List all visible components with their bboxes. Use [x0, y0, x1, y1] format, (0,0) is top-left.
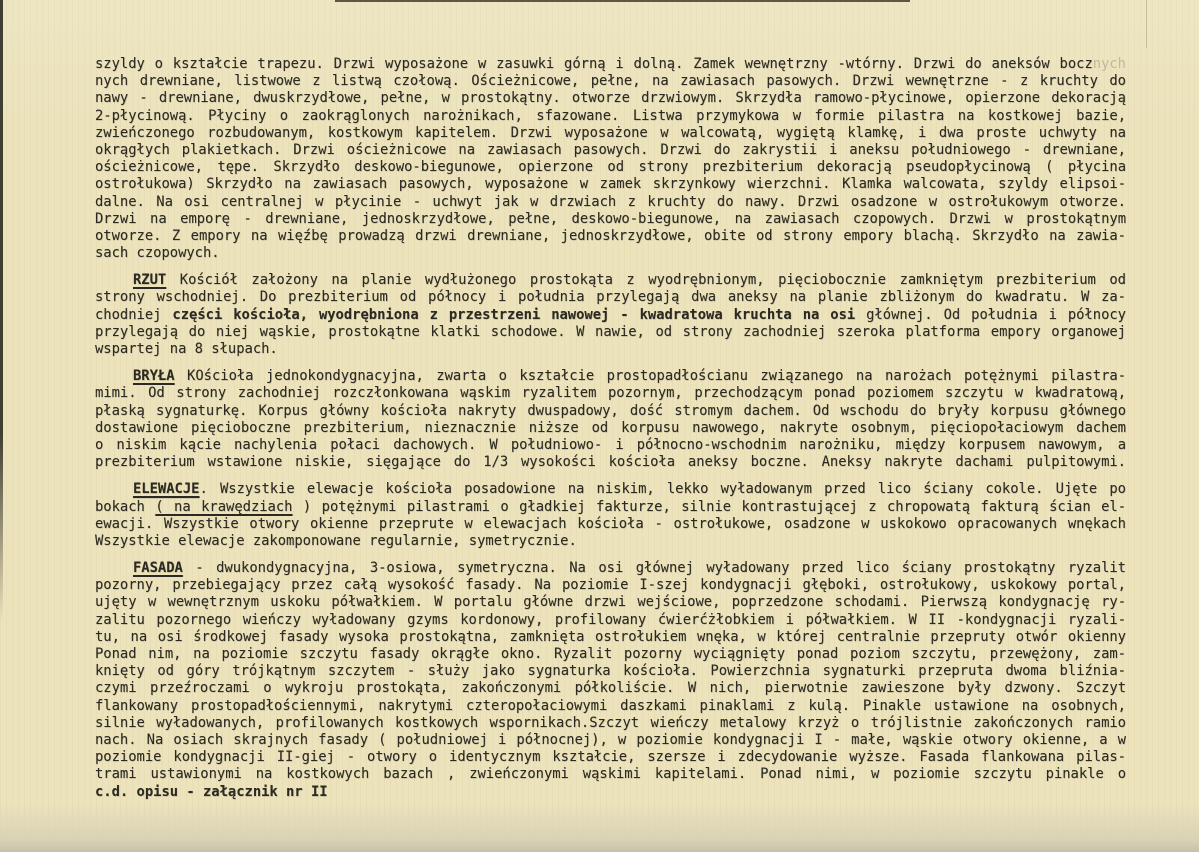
text-line	[95, 646, 1126, 663]
text-segment: pozorny, przebiegający przez całą wysokość fasady. Na poziomie I-szej kondygnacji głęboki, ostrołukowy, uskokowy portal,	[95, 577, 1126, 594]
text-segment: czymi przeźroczami o wykroju prostokąta, zakończonymi półkoliście. W nich, pierwotnie zawieszone były dzwony. Szczyt	[95, 680, 1126, 697]
text-line	[95, 629, 1126, 646]
text-line	[95, 516, 1126, 533]
text-segment: bokach	[95, 498, 156, 515]
text-segment: nych drewniane, listwowe z listwą czołową. Ościeżnicowe, pełne, na zawiasach pasowych. Drzwi wewnętrzne - z kruchty do	[95, 73, 1126, 90]
text-line	[95, 680, 1126, 697]
text-segment: wspartej na 8 słupach.	[95, 341, 278, 357]
text-line	[95, 594, 1126, 611]
text-segment: zwieńczonego rozbudowanym, kostkowym kapitelem. Drzwi wyposażone w walcowatą, wygiętą klamkę, i dwa proste uchwyty na	[95, 124, 1126, 141]
text-line	[95, 73, 1126, 90]
text-line	[95, 56, 1126, 73]
text-segment: ewacji. Wszystkie otwory okienne przeprute w elewacjach kościoła - ostrołukowe, osadzone w uskokowo opracowanych wnękach	[95, 515, 1126, 532]
text-segment: ościeżnicowe, tępe. Skrzydło deskowo-biegunowe, opierzone od strony prezbiterium dekoracją pseudopłycinową ( płycina	[95, 159, 1126, 176]
text-segment: Wszystkie elewacje zakomponowane regularnie, symetrycznie.	[95, 532, 577, 549]
text-line	[95, 108, 1126, 125]
scan-crease-right	[1146, 0, 1147, 48]
faded-text-segment: nych	[1092, 56, 1126, 72]
text-line	[95, 341, 1126, 358]
text-line	[95, 612, 1126, 629]
paragraph-drzwi-cd	[95, 56, 1126, 262]
text-segment: ostrołukowa) Skrzydło na zawiasach pasowych, wyposażone w zamek skrzynkowy wierzchni. Klamka walcowata, szyldy elipsoi-	[95, 176, 1126, 193]
text-line	[95, 577, 1126, 594]
section-heading: FASADA	[133, 560, 183, 577]
text-segment: Kościół założony na planie wydłużonego prostokąta z wyodrębnionym, pięciobocznie zamkniętym prezbiterium od	[166, 272, 1126, 289]
text-segment: ( na krawędziach	[155, 498, 293, 515]
section-heading: RZUT	[133, 272, 167, 289]
text-segment: tu, na osi środkowej fasady wysoka prostokątna, zamknięta ostrołukiem wnęka, w której centralnie przepruty otwór okienny	[95, 628, 1126, 645]
paragraph-rzut	[95, 272, 1126, 358]
text-segment: KOścioła jednokondygnacyjna, zwarta o kształcie prostopadłościanu związanego na narożach potężnymi pilastra-	[174, 368, 1126, 385]
scan-edge-left	[0, 0, 3, 620]
paragraph-zalacznik	[95, 784, 1126, 801]
text-segment: zalitu pozornego wieńczy wyładowany gzyms kordonowy, profilowany ćwierćżłobkiem i półwałkiem. W II -kondygnacji ryzali-	[95, 611, 1126, 628]
text-segment: szyldy o kształcie trapezu. Drzwi wyposażone w zasuwki górną i dolną. Zamek wewnętrzny -wtórny. Drzwi do aneksów bocz	[95, 56, 1093, 72]
paragraph-fasada	[95, 560, 1126, 783]
text-segment: ) potężnymi pilastrami o gładkiej fakturze, silnie kontrastującej z chropowatą fakturą ścian el-	[292, 498, 1126, 515]
document-text-block	[95, 56, 1126, 801]
text-segment: części kościoła, wyodrębniona z przestrzeni nawowej - kwadratowa kruchta na osi	[172, 306, 856, 323]
text-segment: o niskim kącie nachylenia połaci dachowych. W południowo- i północno-wschodnim narożniku, między korpusem nawowym, a	[95, 436, 1126, 453]
text-line	[95, 715, 1126, 732]
text-line	[95, 698, 1126, 715]
text-line	[95, 90, 1126, 107]
text-line	[95, 403, 1126, 420]
text-line	[95, 437, 1126, 454]
text-line	[95, 766, 1126, 783]
text-line	[95, 481, 1126, 498]
paragraph-bryla	[95, 368, 1126, 471]
scan-edge-top	[335, 0, 910, 2]
text-line	[95, 211, 1126, 228]
text-segment: płaską sygnaturkę. Korpus główny kościoła nakryty dwuspadowy, dość stromym dachem. Od wschodu do bryły korpusu głównego	[95, 402, 1126, 419]
text-segment: trami ustawionymi na kostkowych bazach , zwieńczonymi wąskimi kapitelami. Ponad nimi, w poziomie szczytu pinakle o	[95, 766, 1126, 783]
text-segment: otworze. Z empory na więźbę prowadzą drzwi drewniane, jednoskrzydłowe, obite od strony empory blachą. Skrzydło na zawia-	[95, 227, 1126, 244]
text-line	[95, 324, 1126, 341]
text-segment: - dwukondygnacyjna, 3-osiowa, symetryczna. Na osi głównej wyładowany przed lico ściany prostokątny ryzalit	[182, 560, 1126, 577]
paragraph-elewacje	[95, 481, 1126, 550]
text-segment: przylegają do niej wąskie, prostokątne klatki schodowe. W nawie, od strony zachodniej szeroka platforma empory organowej	[95, 323, 1126, 340]
text-line	[95, 454, 1126, 471]
text-segment: nawy - drewniane, dwuskrzydłowe, pełne, w prostokątny. otworze drzwiowym. Skrzydła ramowo-płycinowe, opierzone dekoracją	[95, 90, 1126, 107]
text-segment: nach. Na osiach skrajnych fasady ( południowej i północnej), w poziomie kondygnacji I - małe, wąskie otwory okienne, a w	[95, 731, 1126, 748]
text-segment: okrągłych plakietkach. Drzwi ościeżnicowe na zawiasach pasowych. Drzwi do zakrystii i aneksu południowego - drewniane,	[95, 141, 1126, 158]
text-line	[95, 245, 1126, 262]
text-segment: strony wschodniej. Do prezbiterium od północy i południa przylegają dwa aneksy na planie zbliżonym do kwadratu. W za-	[95, 289, 1126, 306]
text-segment: . Wszystkie elewacje kościoła posadowione na niskim, lekko wyładowanym przed lico ściany cokole. Ujęte po	[199, 481, 1126, 498]
text-segment: silnie wyładowanych, profilowanych kostkowych wspornikach.Szczyt wieńczy metalowy krzyż o trójlistnie zakończonych ramio	[95, 714, 1126, 731]
text-line	[95, 663, 1126, 680]
text-segment: flankowany prostopadłościennymi, nakrytymi czteropołaciowymi daszkami pinaklami z kulą. Pinakle ustawione na osobnych,	[95, 697, 1126, 714]
text-segment: knięty od góry trójkątnym szczytem - służy jako sygnaturka kościoła. Powierzchnia sygnaturki przepruta dwoma bliźnia-	[95, 663, 1126, 680]
text-line	[95, 749, 1126, 766]
text-line	[95, 533, 1126, 550]
text-segment: c.d. opisu - załącznik nr II	[95, 783, 328, 800]
text-line	[95, 176, 1126, 193]
text-line	[95, 289, 1126, 306]
text-segment: dostawione pięcioboczne prezbiterium, nieznacznie niższe od korpusu nawowego, nakryte osobnym, pięciopołaciowym dachem	[95, 419, 1126, 436]
text-line	[95, 125, 1126, 142]
text-segment: ujęty w wewnętrznym uskoku półwałkiem. W portalu główne drzwi wejściowe, poprzedzone schodami. Pierwszą kondygnację ry-	[95, 594, 1126, 611]
text-line	[95, 142, 1126, 159]
text-segment: dalne. Na osi centralnej w płycinie - uchwyt jak w drzwiach z kruchty do nawy. Drzwi osadzone w ostrołukowym otworze.	[95, 193, 1126, 210]
text-segment: 2-płycinową. Płyciny o zaokrąglonych narożnikach, sfazowane. Listwa przymykowa w formie pilastra na kostkowej bazie,	[95, 107, 1126, 124]
text-segment: Ponad nim, na poziomie szczytu fasady okrągłe okno. Ryzalit pozorny wyciągnięty ponad poziom szczytu, przewężony, zam-	[95, 646, 1126, 662]
text-line	[95, 159, 1126, 176]
text-line	[95, 307, 1126, 324]
text-line	[95, 194, 1126, 211]
text-segment: sach czopowych.	[95, 245, 220, 262]
text-segment: prezbiterium wstawione niskie, sięgające do 1/3 wysokości kościoła aneksy boczne. Aneksy nakryte dachami pulpitowymi.	[95, 454, 1126, 471]
text-segment: chodniej	[95, 306, 173, 323]
text-line	[95, 385, 1126, 402]
text-segment: Drzwi na emporę - drewniane, jednoskrzydłowe, pełne, deskowo-biegunowe, na zawiasach czopowych. Drzwi w prostokątnym	[95, 210, 1126, 227]
text-line	[95, 228, 1126, 245]
text-line	[95, 784, 1126, 801]
section-heading: ELEWACJE	[133, 481, 200, 498]
text-line	[95, 368, 1126, 385]
text-line	[95, 499, 1126, 516]
text-line	[95, 272, 1126, 289]
text-segment: głównej. Od południa i północy	[855, 306, 1126, 323]
section-heading: BRYŁA	[133, 368, 175, 385]
text-line	[95, 732, 1126, 749]
text-line	[95, 560, 1126, 577]
text-segment: mimi. Od strony zachodniej rozczłonkowana wąskim ryzalitem pozornym, przechodzącym ponad poziomem szczytu w kwadratową,	[95, 385, 1126, 402]
text-line	[95, 420, 1126, 437]
text-segment: poziomie kondygnacji II-giej - otwory o identycznym kształcie, szersze i zdecydowanie wyższe. Fasada flankowana pilas-	[95, 749, 1126, 766]
